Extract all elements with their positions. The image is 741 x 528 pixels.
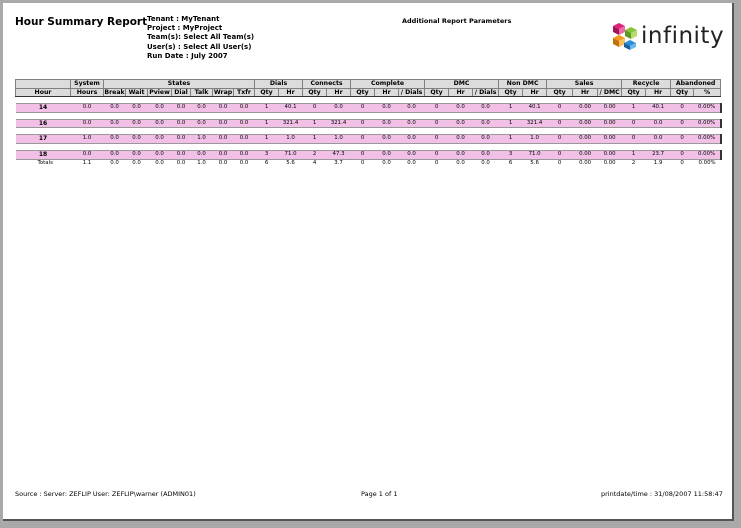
value-cell: 0 <box>671 119 694 128</box>
totals-cell: 0.00% <box>698 159 716 166</box>
value-cell: 1.0 <box>279 135 303 144</box>
value-cell: 1.0 <box>327 135 351 144</box>
sub-col-header: Qty <box>303 88 327 97</box>
value-cell: 0.00% <box>694 119 721 128</box>
value-cell: 0.0 <box>148 119 172 128</box>
value-cell: 0 <box>425 150 449 159</box>
value-cell: 1 <box>622 150 646 159</box>
footer-page-number: Page 1 of 1 <box>361 490 398 498</box>
value-cell: 0.0 <box>148 135 172 144</box>
value-cell: 0 <box>547 150 573 159</box>
value-cell: 0.0 <box>375 135 399 144</box>
project-param: Project : MyProject <box>147 24 223 33</box>
value-cell: 0 <box>303 104 327 113</box>
value-cell: 0.0 <box>172 104 191 113</box>
totals-cell: 6 <box>508 159 513 166</box>
row-spacer-cell <box>16 112 721 119</box>
value-cell: 0 <box>671 104 694 113</box>
totals-cell: 0.0 <box>110 159 119 166</box>
value-cell: 0.0 <box>191 150 213 159</box>
sub-col-header: Qty <box>351 88 375 97</box>
logo-wordmark: infinity <box>641 23 725 49</box>
totals-cell: 0.00 <box>579 159 592 166</box>
value-cell: 0.0 <box>104 104 126 113</box>
header-row-columns <box>16 88 721 97</box>
sub-col-header: / DMC <box>599 88 620 96</box>
value-cell: 0.0 <box>473 135 499 144</box>
sub-col-header: Hr <box>279 88 303 97</box>
state-col-header: Break <box>104 88 125 96</box>
totals-cell: 0.0 <box>481 159 490 166</box>
row-spacer-cell <box>16 97 721 104</box>
sub-col-header: Hr <box>646 88 671 97</box>
hour-header-spacer <box>16 80 71 89</box>
totals-cell: 0.0 <box>155 159 164 166</box>
value-cell: 71.0 <box>523 150 547 159</box>
state-col-header: Wrap <box>213 88 233 96</box>
run-date-param: Run Date : July 2007 <box>147 51 228 60</box>
footer-source: Source : Server: ZEFLIP User: ZEFLIP\warner (ADMIN01) <box>15 490 196 498</box>
value-cell: 0.0 <box>234 135 255 144</box>
value-cell: 0 <box>351 104 375 113</box>
value-cell: 1 <box>303 119 327 128</box>
table-row <box>16 119 721 128</box>
totals-cell: 0.0 <box>218 159 228 166</box>
value-cell: 1 <box>499 135 523 144</box>
value-cell: 0.0 <box>473 104 499 113</box>
value-cell: 0.0 <box>104 135 126 144</box>
row-spacer <box>16 143 721 150</box>
value-cell: 40.1 <box>646 104 671 113</box>
sub-col-header: Qty <box>499 88 523 97</box>
value-cell: 0 <box>671 150 694 159</box>
report-page <box>3 3 734 521</box>
table-row <box>16 104 721 113</box>
totals-label: Totals <box>37 159 53 166</box>
users-param: User(s) : Select All User(s) <box>147 42 252 51</box>
value-cell: 0.00 <box>598 119 622 128</box>
footer-printdate: printdate/time : 31/08/2007 11:58:47 <box>601 490 723 498</box>
system-header: System <box>71 80 104 89</box>
totals-cell: 0 <box>557 159 562 166</box>
value-cell: 0.0 <box>375 119 399 128</box>
hour-summary-table <box>15 79 722 168</box>
totals-cell: 6 <box>264 159 269 166</box>
value-cell: 0.0 <box>126 104 148 113</box>
value-cell: 0.0 <box>473 150 499 159</box>
value-cell: 1.0 <box>523 135 547 144</box>
sub-col-header: Qty <box>425 88 449 97</box>
value-cell: 0.0 <box>399 150 425 159</box>
totals-cell: 2 <box>631 159 636 166</box>
value-cell: 1 <box>303 135 327 144</box>
report-title: Hour Summary Report <box>15 16 148 28</box>
value-cell: 40.1 <box>279 104 303 113</box>
totals-cell: 0.0 <box>132 159 141 166</box>
group-header: Complete <box>351 80 425 89</box>
value-cell: 0.00 <box>573 135 598 144</box>
hour-header: Hour <box>16 88 71 97</box>
value-cell: 0 <box>351 150 375 159</box>
row-spacer <box>16 128 721 135</box>
value-cell: 0 <box>425 104 449 113</box>
totals-cell: 0.0 <box>239 159 249 166</box>
value-cell: 0.0 <box>449 119 473 128</box>
value-cell: 0.0 <box>213 119 234 128</box>
group-header: Abandoned <box>671 80 721 89</box>
totals-cell: 1.0 <box>197 159 206 166</box>
value-cell: 0.0 <box>327 104 351 113</box>
value-cell: 0.0 <box>191 104 213 113</box>
table-row <box>16 150 721 159</box>
value-cell: 0.0 <box>234 104 255 113</box>
row-spacer-cell <box>16 143 721 150</box>
value-cell: 0.00% <box>694 104 721 113</box>
sub-col-header: Hr <box>523 88 547 97</box>
value-cell: 0.0 <box>172 119 191 128</box>
value-cell: 0.0 <box>71 150 104 159</box>
value-cell: 0.0 <box>646 135 671 144</box>
value-cell: 0.0 <box>172 150 191 159</box>
value-cell: 0.00 <box>598 150 622 159</box>
cube-logo-icon <box>611 21 639 51</box>
totals-cell: 4 <box>312 159 317 166</box>
state-col-header: Wait <box>126 88 148 97</box>
header-row-groups <box>16 80 721 89</box>
value-cell: 0.00 <box>573 119 598 128</box>
totals-cell: 1.1 <box>82 159 92 166</box>
sub-col-header: Qty <box>671 88 694 97</box>
value-cell: 1 <box>499 104 523 113</box>
value-cell: 0.0 <box>449 150 473 159</box>
group-header: Dials <box>255 80 303 89</box>
value-cell: 0 <box>671 135 694 144</box>
teams-param: Team(s): Select All Team(s) <box>147 33 255 42</box>
value-cell: 3 <box>499 150 523 159</box>
sub-col-header: / Dials <box>473 88 499 97</box>
value-cell: 0.0 <box>126 135 148 144</box>
value-cell: 0 <box>425 119 449 128</box>
value-cell: 0.0 <box>104 150 126 159</box>
totals-cell: 5.6 <box>530 159 539 166</box>
value-cell: 0.0 <box>213 150 234 159</box>
value-cell: 0.0 <box>234 150 255 159</box>
value-cell: 0.0 <box>234 119 255 128</box>
value-cell: 0.0 <box>473 119 499 128</box>
value-cell: 0.0 <box>375 150 399 159</box>
state-col-header: Pview <box>149 88 170 96</box>
hour-cell: 14 <box>16 104 71 113</box>
hour-cell: 18 <box>16 150 71 159</box>
totals-cell: 3.7 <box>334 159 343 166</box>
value-cell: 0.00% <box>694 150 721 159</box>
tenant-param: Tenant : MyTenant <box>147 15 220 23</box>
totals-cell: 0.0 <box>382 159 391 166</box>
value-cell: 0.0 <box>646 119 671 128</box>
sub-col-header: Hr <box>449 88 473 97</box>
value-cell: 0.0 <box>104 119 126 128</box>
value-cell: 0 <box>547 104 573 113</box>
sub-col-header: Hr <box>375 88 399 97</box>
sub-col-header: Hr <box>573 88 598 97</box>
state-col-header: Txfr <box>234 88 255 97</box>
sub-col-header: Qty <box>547 88 573 97</box>
value-cell: 71.0 <box>279 150 303 159</box>
sub-col-header: Hr <box>327 88 351 97</box>
hour-cell: 17 <box>16 135 71 144</box>
value-cell: 2 <box>303 150 327 159</box>
value-cell: 0 <box>425 135 449 144</box>
hour-cell: 16 <box>16 119 71 128</box>
value-cell: 1 <box>255 119 279 128</box>
value-cell: 0.0 <box>399 119 425 128</box>
value-cell: 0 <box>351 119 375 128</box>
hours-header: Hours <box>71 88 104 97</box>
value-cell: 321.4 <box>279 119 303 128</box>
totals-cell: 0 <box>434 159 439 166</box>
row-spacer <box>16 97 721 104</box>
totals-cell: 0.0 <box>407 159 416 166</box>
totals-row <box>16 159 721 168</box>
value-cell: 0 <box>351 135 375 144</box>
value-cell: 0.00 <box>573 150 598 159</box>
value-cell: 0.0 <box>375 104 399 113</box>
group-header: Connects <box>303 80 351 89</box>
value-cell: 1 <box>622 104 646 113</box>
value-cell: 0.0 <box>148 104 172 113</box>
value-cell: 0 <box>622 135 646 144</box>
value-cell: 23.7 <box>646 150 671 159</box>
value-cell: 3 <box>255 150 279 159</box>
value-cell: 1.0 <box>191 135 213 144</box>
group-header: Recycle <box>622 80 671 89</box>
value-cell: 47.3 <box>327 150 351 159</box>
value-cell: 1 <box>255 135 279 144</box>
additional-parameters-label: Additional Report Parameters <box>402 17 512 25</box>
value-cell: 321.4 <box>523 119 547 128</box>
sub-col-header: Qty <box>255 88 279 97</box>
value-cell: 0.0 <box>449 135 473 144</box>
states-header: States <box>104 80 255 89</box>
totals-cell: 5.6 <box>286 159 295 166</box>
value-cell: 0.00% <box>694 135 721 144</box>
value-cell: 0.0 <box>399 104 425 113</box>
state-col-header: Dial <box>172 88 191 97</box>
group-header: Non DMC <box>499 80 547 89</box>
value-cell: 0.0 <box>213 104 234 113</box>
value-cell: 0 <box>547 119 573 128</box>
value-cell: 0.0 <box>172 135 191 144</box>
value-cell: 0 <box>622 119 646 128</box>
table-row <box>16 135 721 144</box>
infinity-logo <box>611 20 731 54</box>
value-cell: 0.0 <box>399 135 425 144</box>
group-header: DMC <box>425 80 499 89</box>
totals-cell: 0.0 <box>176 159 186 166</box>
value-cell: 0.00 <box>598 104 622 113</box>
value-cell: 0.0 <box>71 119 104 128</box>
value-cell: 0.0 <box>126 119 148 128</box>
value-cell: 1 <box>255 104 279 113</box>
group-header: Sales <box>547 80 622 89</box>
value-cell: 0.0 <box>191 119 213 128</box>
value-cell: 0.0 <box>71 104 104 113</box>
totals-cell: 1.9 <box>653 159 663 166</box>
totals-cell: 0 <box>680 159 684 166</box>
value-cell: 321.4 <box>327 119 351 128</box>
value-cell: 1 <box>499 119 523 128</box>
value-cell: 0 <box>547 135 573 144</box>
value-cell: 0.0 <box>126 150 148 159</box>
value-cell: 0.00 <box>598 135 622 144</box>
sub-col-header: / Dials <box>399 88 425 97</box>
value-cell: 1.0 <box>71 135 104 144</box>
value-cell: 0.0 <box>213 135 234 144</box>
totals-cell: 0.0 <box>456 159 465 166</box>
table-body <box>16 97 721 168</box>
value-cell: 40.1 <box>523 104 547 113</box>
state-col-header: Talk <box>191 88 213 97</box>
row-spacer <box>16 112 721 119</box>
value-cell: 0.0 <box>148 150 172 159</box>
row-spacer-cell <box>16 128 721 135</box>
sub-col-header: % <box>694 88 721 97</box>
totals-cell: 0.00 <box>603 159 616 166</box>
totals-cell: 0 <box>360 159 365 166</box>
value-cell: 0.0 <box>449 104 473 113</box>
sub-col-header: Qty <box>622 88 646 97</box>
report-parameters <box>147 15 254 61</box>
value-cell: 0.00 <box>573 104 598 113</box>
